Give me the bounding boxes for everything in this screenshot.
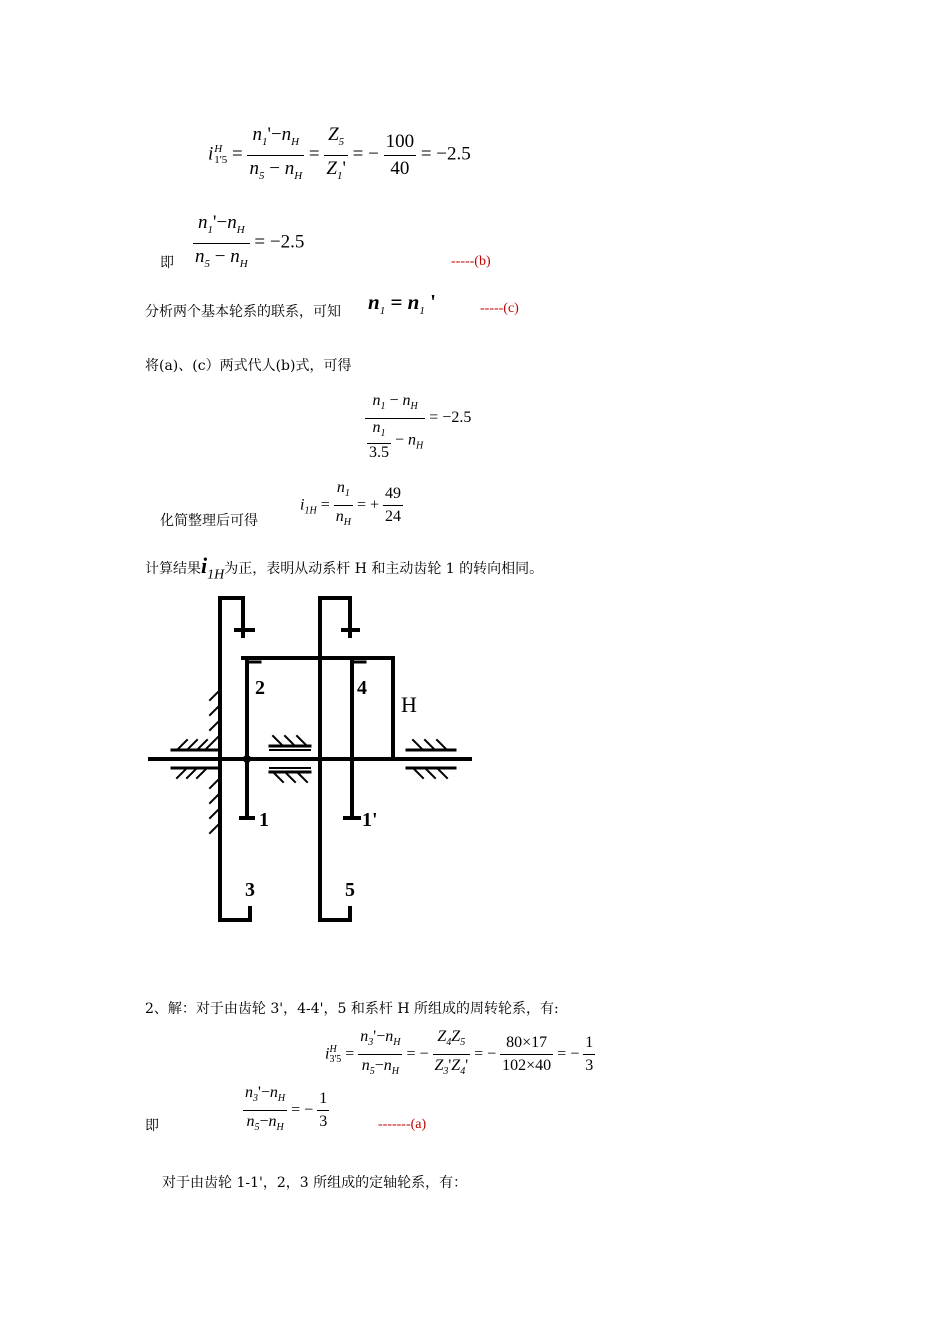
line-c-text: 分析两个基本轮系的联系，可知 [145, 304, 341, 320]
equation-2: i H 3'5 = $\frac{n_3'-n_H}{n_5-n_H}$ = − $\frac{Z_4Z_5}{Z_3'Z_4'}$ = − $\frac{80\times 17}{102\times 40}$ = − $\frac{1}{3}$ [325, 1028, 594, 1078]
label-gear-5: 5 [345, 879, 355, 901]
equation-a-prefix: 即 [145, 1118, 159, 1134]
label-gear-1: 1 [259, 809, 269, 831]
gear-train-diagram [145, 590, 480, 930]
label-gear-2: 2 [255, 677, 265, 699]
simplify-prefix: 化简整理后可得 [160, 513, 258, 529]
label-carrier-h: H [401, 692, 417, 717]
line-c-tag: -----(c) [480, 301, 519, 316]
equation-b: $\frac{n_1'-n_H}{n_5 - n_H}$ = −2.5 [195, 212, 305, 270]
substitution-text: 将(a)、(c）两式代人(b)式，可得 [145, 358, 352, 374]
line-c-formula: $n_1 = n_1$ ' [368, 290, 436, 318]
equation-simplified: $i_{1H}$ = $\frac{n_1}{n_H}$ = + $\frac{49}{24}$ [300, 479, 401, 529]
equation-substitution: $n_1 - n_H$ $\frac{n_1}{3.5}$ − $n_H$ = −2.5 [365, 390, 471, 462]
equation-b-prefix: 即 [160, 255, 174, 271]
label-gear-3: 3 [245, 879, 255, 901]
equation-b-tag: -----(b) [451, 254, 491, 269]
equation-a: $\frac{n_3'-n_H}{n_5-n_H}$ = − $\frac{1}{3}$ [245, 1084, 328, 1134]
equation-1: i H 1'5 = $\frac{n_1'-n_H}{n_5 - n_H}$ = $\frac{Z_5}{Z_1'}$ = − $\frac{100}{40}$ = −2.5 [208, 124, 471, 182]
conclusion-text: 计算结果$i_{1H}$为正，表明从动系杆 H 和主动齿轮 1 的转向相同。 [145, 553, 544, 583]
label-gear-1-prime: 1' [362, 809, 378, 831]
problem-2-text: 2、解：对于由齿轮 3'，4-4'，5 和系杆 H 所组成的周转轮系，有: [145, 1001, 559, 1017]
label-gear-4: 4 [357, 677, 367, 699]
equation-a-tag: -------(a) [378, 1117, 427, 1132]
fixed-axis-text: 对于由齿轮 1-1'，2，3 所组成的定轴轮系，有： [162, 1175, 468, 1191]
